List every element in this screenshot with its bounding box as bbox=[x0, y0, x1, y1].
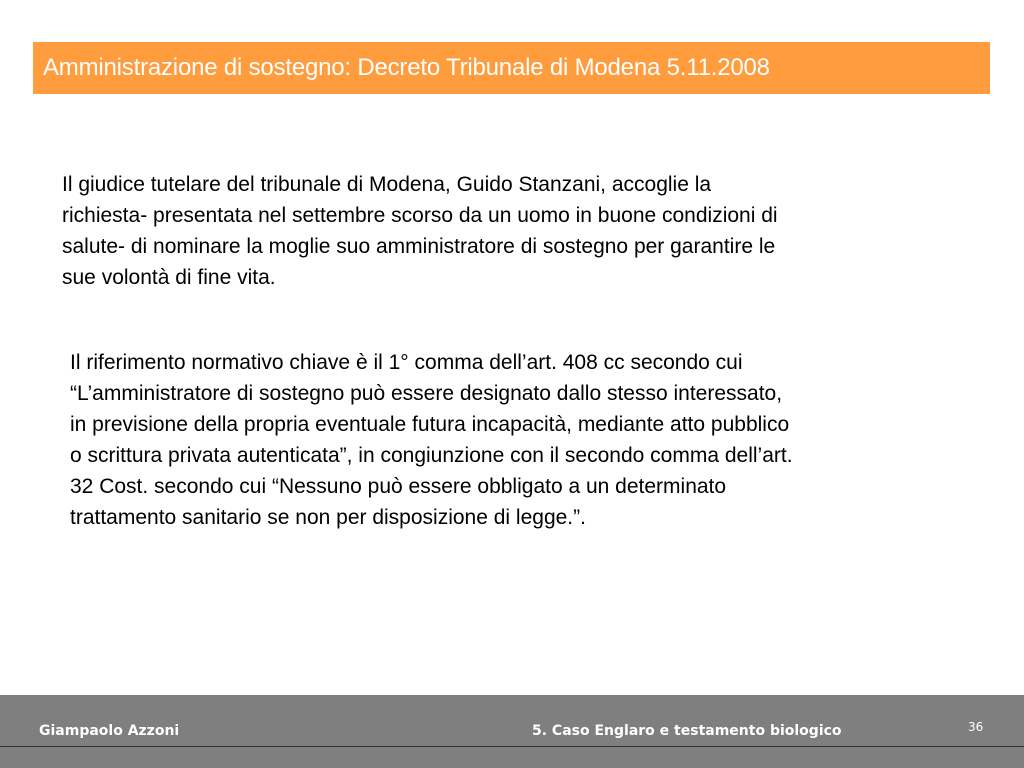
page-number: 36 bbox=[968, 720, 984, 734]
footer-section-title: 5. Caso Englaro e testamento biologico bbox=[532, 723, 842, 739]
paragraph-2-line: o scrittura privata autenticata”, in congiunzione con il secondo comma dell’art. bbox=[70, 444, 793, 467]
paragraph-2-line: Il riferimento normativo chiave è il 1° comma dell’art. 408 cc secondo cui bbox=[70, 351, 743, 374]
paragraph-1-line: Il giudice tutelare del tribunale di Modena, Guido Stanzani, accoglie la bbox=[62, 173, 712, 196]
paragraph-2-line: trattamento sanitario se non per disposizione di legge.”. bbox=[70, 506, 586, 529]
footer-divider bbox=[0, 746, 1024, 747]
paragraph-1-line: sue volontà di fine vita. bbox=[62, 266, 276, 289]
slide-footer bbox=[0, 695, 1024, 768]
paragraph-1 bbox=[62, 169, 962, 293]
paragraph-2-line: in previsione della propria eventuale futura incapacità, mediante atto pubblico bbox=[70, 413, 790, 436]
paragraph-2-line: 32 Cost. secondo cui “Nessuno può essere obbligato a un determinato bbox=[70, 475, 727, 498]
footer-author: Giampaolo Azzoni bbox=[39, 723, 180, 739]
slide-title: Amministrazione di sostegno: Decreto Tribunale di Modena 5.11.2008 bbox=[43, 54, 770, 81]
slide-title-bar bbox=[33, 42, 990, 94]
paragraph-1-line: richiesta- presentata nel settembre scorso da un uomo in buone condizioni di bbox=[62, 204, 778, 227]
paragraph-1-line: salute- di nominare la moglie suo amministratore di sostegno per garantire le bbox=[62, 235, 776, 258]
paragraph-2 bbox=[70, 347, 970, 533]
paragraph-2-line: “L’amministratore di sostegno può essere designato dallo stesso interessato, bbox=[70, 382, 783, 405]
